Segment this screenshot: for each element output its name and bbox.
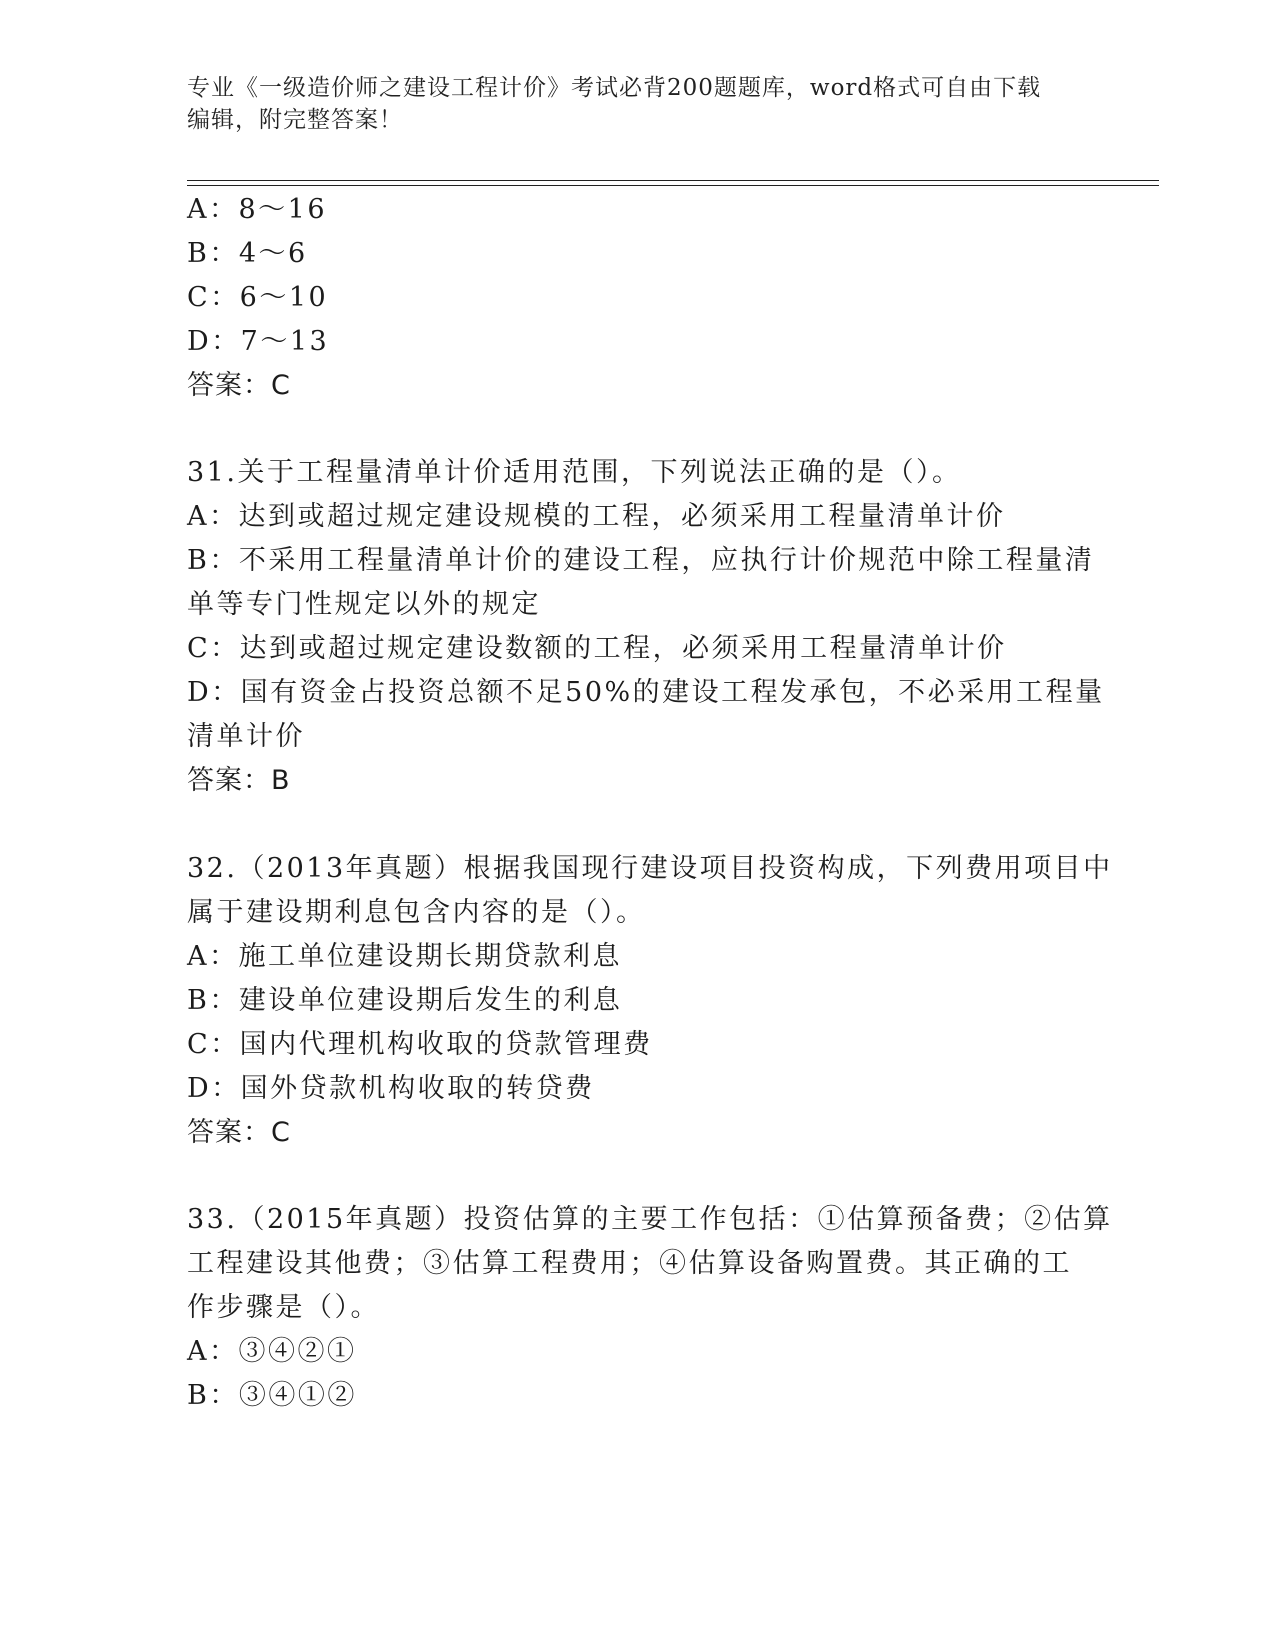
q31-option-a: A：达到或超过规定建设规模的工程，必须采用工程量清单计价 <box>187 501 1006 532</box>
q31-answer: 答案：B <box>187 765 291 796</box>
q32-option-a: A：施工单位建设期长期贷款利息 <box>187 941 622 972</box>
q31-option-b-line-2: 单等专门性规定以外的规定 <box>187 589 541 620</box>
q33-option-a: A：③④②① <box>187 1336 357 1367</box>
q31-option-d-line-2: 清单计价 <box>187 721 305 752</box>
q32-option-c: C：国内代理机构收取的贷款管理费 <box>187 1029 653 1060</box>
q31-question: 31.关于工程量清单计价适用范围，下列说法正确的是（）。 <box>187 457 962 488</box>
q33-question-line-1: 33.（2015年真题）投资估算的主要工作包括：①估算预备费；②估算 <box>187 1204 1113 1235</box>
q30-answer: 答案：C <box>187 370 291 401</box>
q32-question-line-1: 32.（2013年真题）根据我国现行建设项目投资构成，下列费用项目中 <box>187 853 1113 884</box>
q32-option-b: B：建设单位建设期后发生的利息 <box>187 985 623 1016</box>
q32-question-line-2: 属于建设期利息包含内容的是（）。 <box>187 897 646 928</box>
q30-option-d: D：7～13 <box>187 326 330 357</box>
header-rule-top <box>187 180 1159 181</box>
q30-option-c: C：6～10 <box>187 282 329 313</box>
header-line-2: 编辑，附完整答案！ <box>187 107 403 133</box>
header-line-1: 专业《一级造价师之建设工程计价》考试必背200题题库，word格式可自由下载 <box>187 75 1042 101</box>
q33-question-line-2: 工程建设其他费；③估算工程费用；④估算设备购置费。其正确的工 <box>187 1248 1072 1279</box>
q31-option-b-line-1: B：不采用工程量清单计价的建设工程，应执行计价规范中除工程量清 <box>187 545 1095 576</box>
header-rule-bottom <box>187 185 1159 186</box>
q30-option-b: B：4～6 <box>187 238 308 269</box>
page-header <box>187 72 1087 136</box>
q33-option-b: B：③④①② <box>187 1380 357 1411</box>
q31-option-d-line-1: D：国有资金占投资总额不足50%的建设工程发承包，不必采用工程量 <box>187 677 1105 708</box>
q30-option-a: A：8～16 <box>187 194 328 225</box>
q32-option-d: D：国外贷款机构收取的转贷费 <box>187 1073 595 1104</box>
q33-question-line-3: 作步骤是（）。 <box>187 1292 380 1323</box>
q31-option-c: C：达到或超过规定建设数额的工程，必须采用工程量清单计价 <box>187 633 1007 664</box>
q32-answer: 答案：C <box>187 1117 291 1148</box>
